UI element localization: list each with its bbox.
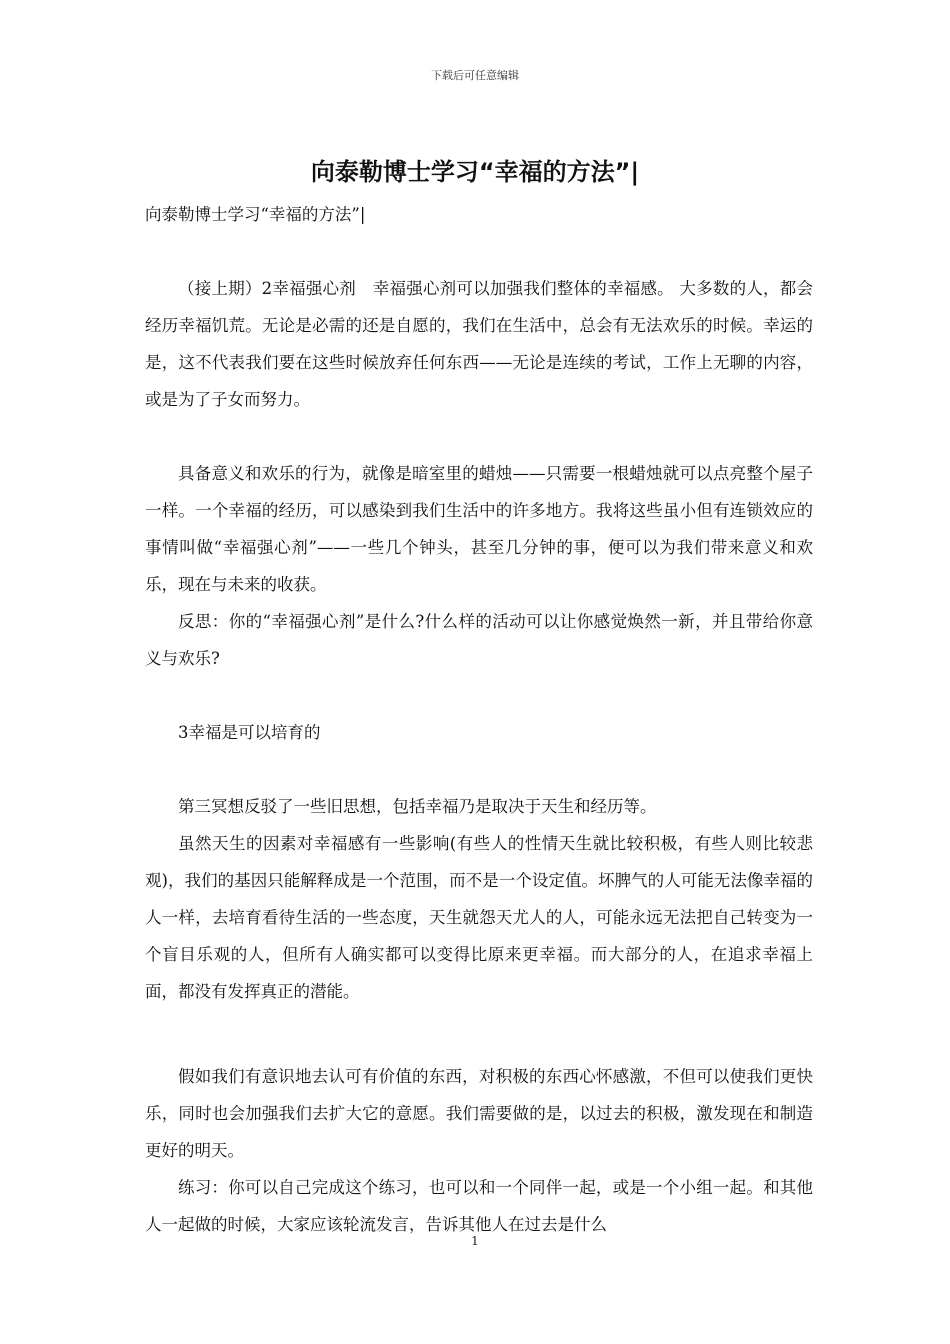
document-subtitle: 向泰勒博士学习“幸福的方法”| [145, 205, 366, 224]
paragraph: （接上期）2幸福强心剂 幸福强心剂可以加强我们整体的幸福感。 大多数的人，都会经历幸福饥荒。无论是必需的还是自愿的，我们在生活中，总会有无法欢乐的时候。幸运的是，这不代表我们要在这些时候放弃任何东西——无论是连续的考试，工作上无聊的内容，或是为了子女而努力。 [145, 279, 813, 409]
document-title: 向泰勒博士学习“幸福的方法”| [310, 158, 640, 186]
document-body [145, 270, 813, 1243]
paragraph: 具备意义和欢乐的行为，就像是暗室里的蜡烛——只需要一根蜡烛就可以点亮整个屋子一样。一个幸福的经历，可以感染到我们生活中的许多地方。我将这些虽小但有连锁效应的事情叫做“幸福强心剂”——一些几个钟头，甚至几分钟的事，便可以为我们带来意义和欢乐，现在与未来的收获。 [145, 464, 813, 594]
paragraph: 第三冥想反驳了一些旧思想，包括幸福乃是取决于天生和经历等。 [178, 797, 657, 816]
header-note: 下载后可任意编辑 [431, 69, 519, 82]
paragraph: 假如我们有意识地去认可有价值的东西，对积极的东西心怀感激，不但可以使我们更快乐，同时也会加强我们去扩大它的意愿。我们需要做的是，以过去的积极，激发现在和制造更好的明天。 [145, 1067, 813, 1160]
page-number: 1 [471, 1234, 479, 1248]
section-heading: 3幸福是可以培育的 [178, 723, 321, 742]
paragraph: 练习：你可以自己完成这个练习，也可以和一个同伴一起，或是一个小组一起。和其他人一起做的时候，大家应该轮流发言，告诉其他人在过去是什么 [145, 1178, 813, 1234]
paragraph: 反思：你的“幸福强心剂”是什么?什么样的活动可以让你感觉焕然一新，并且带给你意义与欢乐? [145, 612, 813, 668]
paragraph: 虽然天生的因素对幸福感有一些影响(有些人的性情天生就比较积极，有些人则比较悲观)，我们的基因只能解释成是一个范围，而不是一个设定值。坏脾气的人可能无法像幸福的人一样，去培育看待生活的一些态度，天生就怨天尤人的人，可能永远无法把自己转变为一个盲目乐观的人，但所有人确实都可以变得比原来更幸福。而大部分的人，在追求幸福上面，都没有发挥真正的潜能。 [145, 834, 813, 1001]
